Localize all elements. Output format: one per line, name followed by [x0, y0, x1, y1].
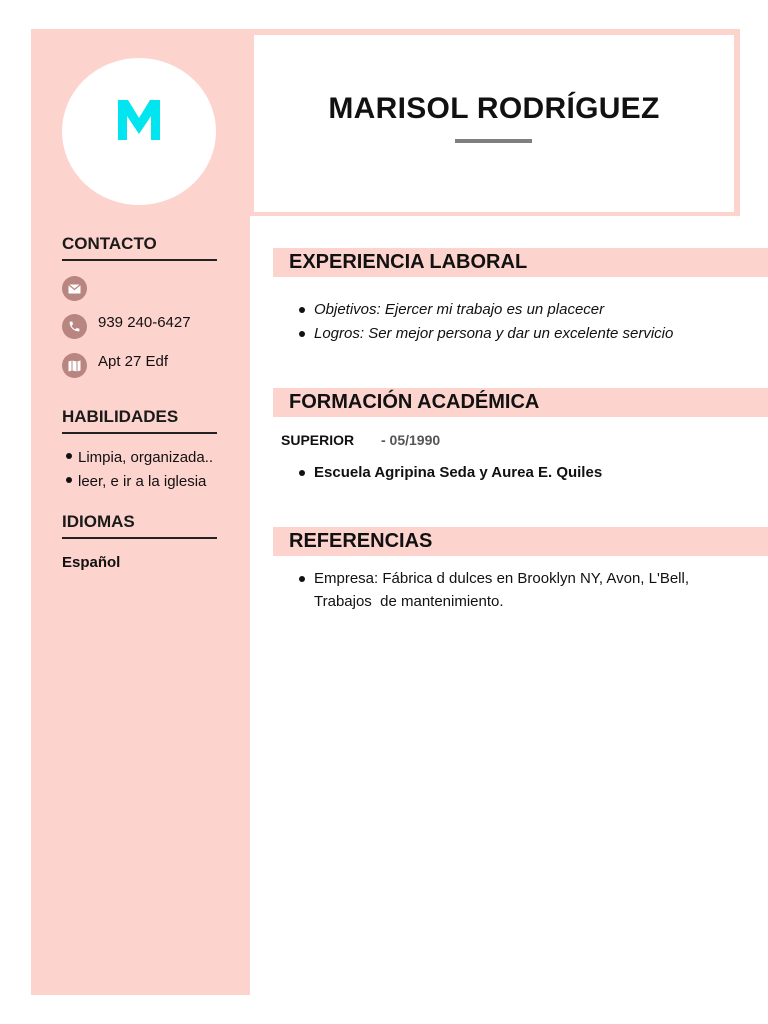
- contact-address-text: Apt 27 Edf: [98, 353, 169, 370]
- experience-heading: EXPERIENCIA LABORAL: [289, 251, 528, 273]
- education-level: SUPERIOR: [281, 432, 355, 448]
- languages-heading: IDIOMAS: [62, 512, 217, 539]
- contact-heading: CONTACTO: [62, 234, 217, 261]
- education-section-header: [273, 388, 768, 417]
- reference-line: Empresa: Fábrica d dulces en Brooklyn NY, Avon, L'Bell,: [314, 570, 690, 587]
- skill-item: leer, e ir a la iglesia: [66, 473, 206, 490]
- contact-phone-text: 939 240-6427: [98, 314, 191, 331]
- education-date: - 05/1990: [381, 432, 441, 448]
- experience-item: Logros: Ser mejor persona y dar un excelente servicio: [299, 322, 673, 345]
- phone-icon[interactable]: [62, 314, 87, 339]
- references-heading: REFERENCIAS: [289, 530, 433, 552]
- language-item: Español: [62, 554, 121, 571]
- skills-heading: HABILIDADES: [62, 407, 217, 434]
- skill-item: Limpia, organizada..: [66, 449, 213, 466]
- reference-line: Trabajos de mantenimiento.: [314, 593, 504, 610]
- references-section-header: [273, 527, 768, 556]
- email-icon[interactable]: [62, 276, 87, 301]
- experience-item: Objetivos: Ejercer mi trabajo es un placecer: [299, 298, 604, 321]
- candidate-name: MARISOL RODRÍGUEZ: [328, 92, 660, 125]
- map-icon[interactable]: [62, 353, 87, 378]
- education-item: Escuela Agripina Seda y Aurea E. Quiles: [299, 461, 602, 484]
- education-heading: FORMACIÓN ACADÉMICA: [289, 391, 540, 413]
- experience-section-header: [273, 248, 768, 277]
- monogram-logo: [116, 98, 162, 147]
- reference-item: [299, 567, 689, 613]
- name-underline: [455, 139, 532, 143]
